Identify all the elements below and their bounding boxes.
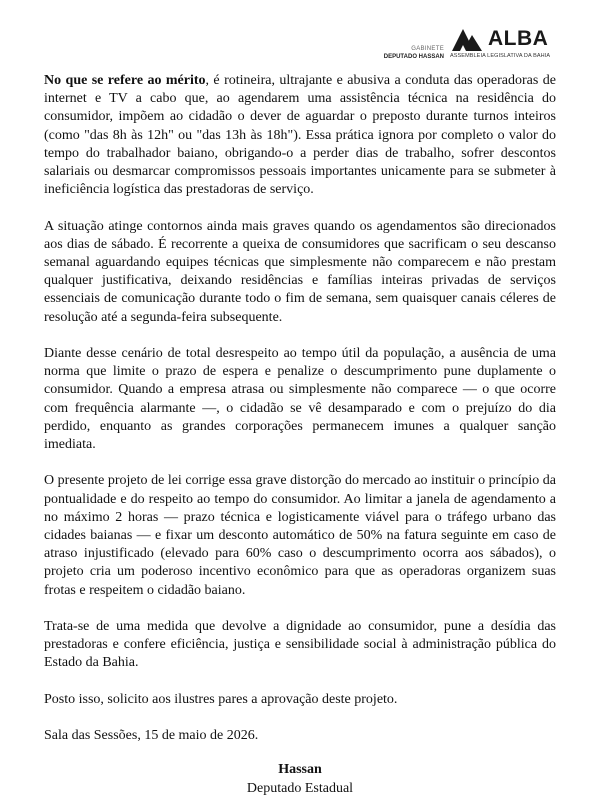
cabinet-line-2: DEPUTADO HASSAN [383, 53, 444, 60]
letterhead [384, 26, 560, 61]
cabinet-line-1: GABINETE [411, 46, 444, 52]
merit-text: , é rotineira, ultrajante e abusiva a conduta das operadoras de internet e TV a cabo que, ao agendarem uma assistência técnica na residência do consumidor, impõem ao cidadão o dever de aguardar o preposto durante turnos inteiros (como "das 8h às 12h" ou "das 13h às 18h"). Essa prática ignora por completo o valor do tempo do trabalhador baiano, obrigando-o a perder dias de trabalho, sofrer descontos salariais ou desmarcar compromissos pessoais importantes unicamente para se submeter à ineficiência logística das prestadoras de serviço. [44, 73, 556, 198]
signatory-name: Hassan [278, 762, 322, 778]
paragraph-scenario: Diante desse cenário de total desrespeito ao tempo útil da população, a ausência de uma norma que limite o prazo de espera e penalize o descumprimento pune duplamente o consumidor. Quando a empresa atrasa ou simplesmente não comparece — o que ocorre com frequência alarmante —, o cidadão se vê desamparado e com o prejuízo do dia perdido, enquanto as grandes corporações permanecem imunes a qualquer sanção imediata. [44, 346, 556, 453]
paragraph-merit [44, 72, 556, 199]
alba-mountain-icon [450, 26, 484, 52]
document-body [44, 72, 556, 798]
signatory-title: Deputado Estadual [246, 780, 354, 796]
session-date: Sala das Sessões, 15 de maio de 2026. [44, 728, 259, 744]
logo-wordmark: ALBA [488, 27, 549, 50]
merit-lead: No que se refere ao mérito [44, 73, 206, 88]
alba-logo [450, 26, 560, 59]
paragraph-measure: Trata-se de uma medida que devolve a dignidade ao consumidor, pune a desídia das prestadoras e confere eficiência, justiça e sensibilidade social à administração pública do Estado da Bahia. [44, 619, 556, 671]
paragraph-saturday: A situação atinge contornos ainda mais graves quando os agendamentos são direcionados aos dias de sábado. É recorrente a queixa de consumidores que sacrificam o seu descanso semanal aguardando equipes técnicas que simplesmente não comparecem e não prestam qualquer justificativa, deixando residências e famílias inteiras privadas de serviços essenciais de comunicação durante todo o fim de semana, sem quaisquer canais céleres de resolução até a segunda-feira subsequente. [44, 218, 556, 325]
cabinet-label [384, 46, 444, 61]
paragraph-project: O presente projeto de lei corrige essa grave distorção do mercado ao instituir o princípio da pontualidade e do respeito ao tempo do consumidor. Ao limitar a janela de agendamento a no máximo 2 horas — prazo técnica e logisticamente viável para o tráfego urbano das cidades baianas — e fixar um desconto automático de 50% na fatura seguinte em caso de atraso injustificado (elevado para 60% caso o descumprimento ocorra aos sábados), o projeto cria um poderoso incentivo econômico para que as operadoras organizem suas frotas e respeitem o cidadão baiano. [44, 473, 556, 598]
logo-subtitle: ASSEMBLEIA LEGISLATIVA DA BAHIA [450, 53, 551, 59]
paragraph-request: Posto isso, solicito aos ilustres pares a aprovação deste projeto. [44, 691, 398, 707]
